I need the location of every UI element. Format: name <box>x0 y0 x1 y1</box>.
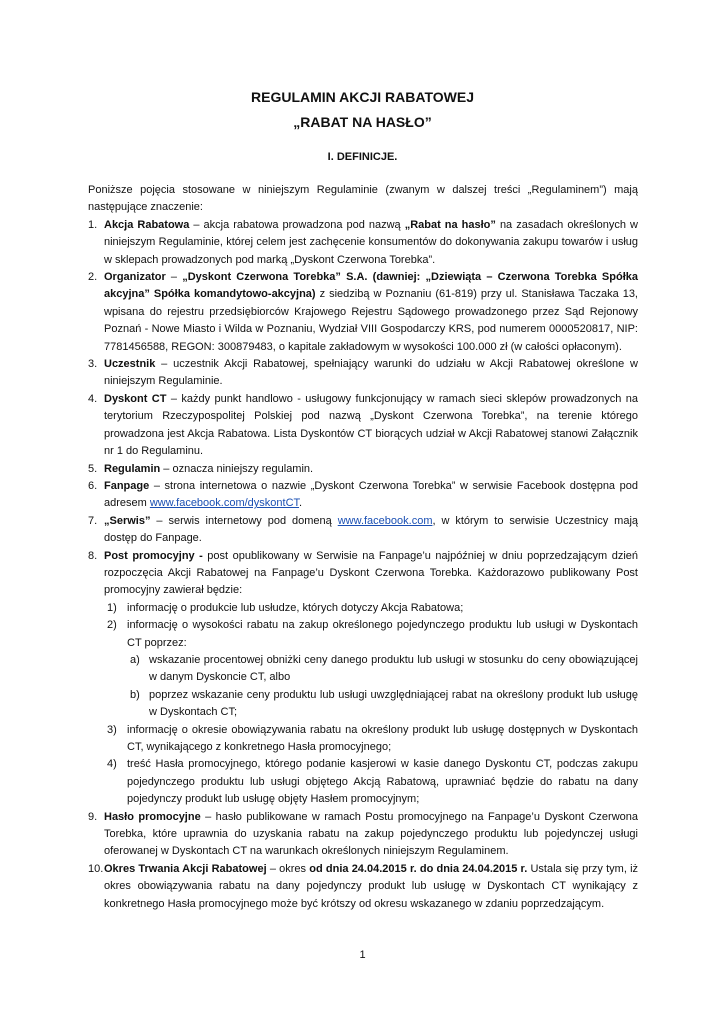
list-item: 2) informację o wysokości rabatu na zakup określonego pojedynczego produktu lub usługi w Dyskontach CT poprzez: a) wskazanie procentowej obniżki ceny danego produktu lub usługi w stosunku do ceny obowiązującej w danym Dyskoncie CT, albo b) poprzez wskazanie ceny produktu lub usługi uwzględniającej rabat na określony produkt lub usługę w Dyskontach CT; <box>127 617 638 721</box>
document-title: REGULAMIN AKCJI RABATOWEJ <box>251 89 474 105</box>
section-heading: I. DEFINICJE. <box>327 151 398 163</box>
definition-item: 6. Fanpage – strona internetowa o nazwie „Dyskont Czerwona Torebka” w serwisie Facebook dostępna pod adresem www.facebook.com/dyskontCT. <box>88 479 638 510</box>
list-item: b) poprzez wskazanie ceny produktu lub usługi uwzględniającej rabat na określony produkt lub usługę w Dyskontach CT; <box>130 688 638 719</box>
document-subtitle: „RABAT NA HASŁO” <box>293 114 432 130</box>
page-number: 1 <box>359 949 366 961</box>
document-body <box>88 182 638 913</box>
definition-item: 8. Post promocyjny - post opublikowany w Serwisie na Fanpage’u najpóźniej w dniu poprzedzającym dzień rozpoczęcia Akcji Rabatowej na Fanpage’u Dyskont Czerwona Torebka. Każdorazowo publikowany Post promocyjny zawierał będzie: 1) informację o produkcie lub usłudze, których dotyczy Akcja Rabatowa; 2) informację o wysokości rabatu na zakup określonego pojedynczego produktu lub usługi w Dyskontach CT poprzez: a) wskazanie procentowej obniżki ceny danego produktu lub usługi w stosunku do ceny obowiązującej w danym Dyskoncie CT, albo b) poprzez wskazanie ceny produktu lub usługi uwzględniającej rabat na określony produkt lub usługę w Dyskontach CT; 3) informację o okresie obowiązywania rabatu na określony produkt lub usługę dostępnych w Dyskontach CT, wynikającego z konkretnego Hasła promocyjnego; 4) treść Hasła promocyjnego, którego podanie kasjerowi w kasie danego Dyskontu CT, podczas zakupu pojedynczego produktu lub usługi objętego Akcją Rabatową, uprawniać będzie do rabatu na dany pojedynczy produkt lub usługę objęty Hasłem promocyjnym; <box>104 548 638 809</box>
definition-item: 7. „Serwis” – serwis internetowy pod domeną www.facebook.com, w którym to serwisie Uczestnicy mają dostęp do Fanpage. <box>88 514 639 545</box>
post-contents-list <box>104 600 638 809</box>
definition-item: 9. Hasło promocyjne – hasło publikowane w ramach Postu promocyjnego na Fanpage’u Dyskont Czerwona Torebka, które uprawnia do uzyskania rabatu na zakup pojedynczego produktu lub pojedynczej usługi oferowanej w Dyskontach CT na warunkach określonych niniejszym Regulaminem. <box>88 810 638 858</box>
definition-item: 5. Regulamin – oznacza niniejszy regulamin. <box>88 462 314 475</box>
definition-item: 2. Organizator – „Dyskont Czerwona Torebka” S.A. (dawniej: „Dziewiąta – Czerwona Torebka Spółka akcyjna” Spółka komandytowo-akcyjna) z siedzibą w Poznaniu (61-819) przy ul. Stanisława Taczaka 13, wpisana do rejestru przedsiębiorców Krajowego Rejestru Sądowego prowadzonego przez Sąd Rejonowy Poznań - Nowe Miasto i Wilda w Poznaniu, Wydział VIII Gospodarczy KRS, pod numerem 0000520817, NIP: 7781456588, REGON: 300879483, o kapitale zakładowym w wysokości 100.000 zł (w całości opłaconym). <box>88 271 638 353</box>
definition-item: 4. Dyskont CT – każdy punkt handlowo - usługowy funkcjonujący w ramach sieci sklepów prowadzonych na terytorium Rzeczypospolitej Polskiej pod nazwą „Dyskont Czerwona Torebka”, na terenie którego prowadzona jest Akcja Rabatowa. Lista Dyskontów CT biorących udział w Akcji Rabatowej stanowi Załącznik nr 1 do Regulaminu. <box>88 392 638 458</box>
list-item: 4) treść Hasła promocyjnego, którego podanie kasjerowi w kasie danego Dyskontu CT, podczas zakupu pojedynczego produktu lub usługi objętego Akcją Rabatową, uprawniać będzie do rabatu na dany pojedynczy produkt lub usługę objęty Hasłem promocyjnym; <box>107 758 638 806</box>
list-item: 3) informację o okresie obowiązywania rabatu na określony produkt lub usługę dostępnych w Dyskontach CT, wynikającego z konkretnego Hasła promocyjnego; <box>107 723 638 753</box>
intro-paragraph: Poniższe pojęcia stosowane w niniejszym Regulaminie (zwanym w dalszej treści „Regulaminem”) mają następujące znaczenie: <box>88 184 638 214</box>
list-item: a) wskazanie procentowej obniżki ceny danego produktu lub usługi w stosunku do ceny obowiązującej w danym Dyskoncie CT, albo <box>130 653 638 684</box>
definitions-list <box>88 217 638 913</box>
definition-item: 10. Okres Trwania Akcji Rabatowej – okres od dnia 24.04.2015 r. do dnia 24.04.2015 r. Ustala się przy tym, iż okres obowiązywania rabatu na dany pojedynczy produkt lub usługę w Dyskontach CT wynikający z konkretnego Hasła promocyjnego może być krótszy od okresu wskazanego w zdaniu poprzedzającym. <box>88 862 639 910</box>
serwis-link[interactable]: www.facebook.com <box>337 514 433 527</box>
definition-item: 3. Uczestnik – uczestnik Akcji Rabatowej, spełniający warunki do udziału w Akcji Rabatowej określone w niniejszym Regulaminie. <box>88 358 638 388</box>
rabat-methods-list <box>127 652 638 722</box>
list-item: 1) informację o produkcie lub usłudze, których dotyczy Akcja Rabatowa; <box>107 601 464 614</box>
definition-item: 1. Akcja Rabatowa – akcja rabatowa prowadzona pod nazwą „Rabat na hasło” na zasadach określonych w niniejszym Regulaminie, której celem jest zachęcenie konsumentów do dokonywania zakupu towarów i usług w sklepach prowadzonych pod marką „Dyskont Czerwona Torebka”. <box>88 218 638 266</box>
fanpage-link[interactable]: www.facebook.com/dyskontCT <box>149 497 300 510</box>
